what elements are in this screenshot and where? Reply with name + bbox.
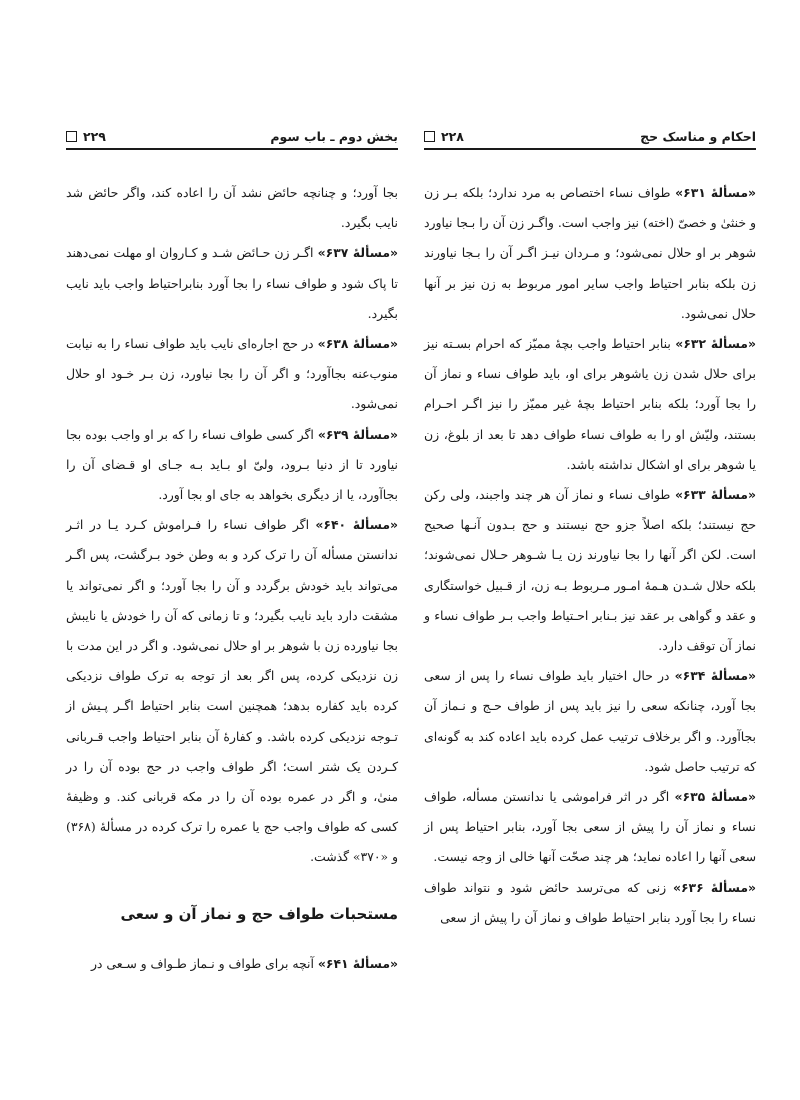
header-title: احکام و مناسک حج [640, 129, 756, 144]
page-body [424, 178, 756, 933]
issue-number: «مسألهٔ ۶۴۱» [317, 955, 398, 971]
paragraph [66, 949, 398, 979]
page-number-block [66, 129, 106, 144]
paragraph [424, 480, 756, 661]
section-heading: مستحبات طواف حج و نماز آن و سعی [120, 904, 398, 923]
paragraph-text: در حج اجاره‌ای نایب باید طواف نساء را به نیابت منوب‌عنه بجاآورد؛ و اگر آن را بجا نیاورد، زن بـر خـود او حلال نمی‌شود. [66, 336, 398, 412]
paragraph-text: طواف نساء اختصاص به مرد ندارد؛ بلکه بـر زن و خنثیٰ و خصیّ (اخته) نیز واجب است. واگـر زن آن را بـجا نیاورد شوهر بر او حلال نمی‌شود؛ و مـردان نیـز اگـر آن را بـجا نیاورند زن بلکه بنابر احتیاط واجب سایر امور مربوط به زن نیز بر آنها حلال نمی‌شود. [424, 185, 756, 321]
page-229 [66, 118, 398, 1058]
page-228 [424, 118, 756, 1058]
paragraph [424, 178, 756, 329]
square-marker-icon [424, 131, 435, 142]
issue-number: «مسألهٔ ۶۳۲» [675, 336, 756, 352]
square-marker-icon [66, 131, 77, 142]
paragraph-text: بنابر احتیاط واجب بچهٔ ممیّز که احرام بسـته نیز برای حلال شدن زن یاشوهر برای او، باید طواف نساء و نماز آن را بجا آورد؛ بلکه بنابر احتیاط بچهٔ غیر ممیّز را نیز اگـر احـرام بستند، ولیّش او را به طواف نساء طواف دهد تا بعد از بلوغ، زن یا شوهر برای او اشکال نداشته باشد. [424, 336, 756, 472]
page-number-block [424, 129, 464, 144]
paragraph-text: اگر طواف نساء را فـراموش کـرد یـا در اثـر ندانستن مسأله آن را ترک کرد و به وطن خود بـرگشت، پس اگـر می‌تواند باید خودش برگردد و آن را بجا آورد؛ و اگر نمی‌تواند یا مشقت دارد باید نایب بگیرد؛ و تا زمانی که آن را خودش یا نایبش بجا نیاورده زن با شوهر بر او حلال نمی‌شود. و اگر در این مدت با زن نزدیکی کرده، پس اگر بعد از توجه به ترک طواف نزدیکی کرده باید کفاره بدهد؛ همچنین است بنابر احتیاط اگـر پـیش از تـوجه نزدیکی کرده باشد. و کفارهٔ آن بنابر احتیاط واجب قـربانی کـردن یک شتر است؛ اگر طواف واجب در حج بوده آن را در منیٰ، و اگر در عمره بوده آن را در مکه قربانی کند. و وظیفهٔ کسی که طواف واجب حج یا عمره را ترک کرده در مسألهٔ (۳۶۸) و «۳۷۰» گذشت. [66, 517, 398, 865]
paragraph [424, 873, 756, 933]
paragraph [424, 782, 756, 873]
paragraph-text: در حال اختیار باید طواف نساء را پس از سعی بجا آورد، چنانکه سعی را نیز باید پس از طواف حـج و نـماز آن بجاآورد. و اگر برخلاف ترتیب عمل کرده باید اعاده کند به گونه‌ای که ترتیب حاصل شود. [424, 668, 756, 774]
paragraph-text: زنی که می‌ترسد حائض شود و نتواند طواف نساء را بجا آورد بنابر احتیاط طواف و نماز آن را پیش از سعی [424, 879, 756, 925]
paragraph [66, 420, 398, 511]
paragraph [66, 238, 398, 329]
issue-number: «مسألهٔ ۶۳۳» [675, 487, 756, 503]
paragraph [66, 510, 398, 872]
paragraph-text: اگر در اثر فراموشی یا ندانستن مسأله، طواف نساء و نماز آن را پیش از سعی بجا آورد، بنابر احتیاط پس از سعی آنها را اعاده نماید؛ هر چند صحّت آنها خالی از وجه نیست. [424, 789, 756, 865]
paragraph [66, 329, 398, 420]
paragraph-text: آنچه برای طواف و نـماز طـواف و سـعی در [90, 955, 318, 971]
issue-number: «مسألهٔ ۶۳۶» [672, 879, 756, 895]
paragraph-text: بجا آورد؛ و چنانچه حائض نشد آن را اعاده کند، واگر حائض شد نایب بگیرد. [66, 185, 398, 231]
issue-number: «مسألهٔ ۶۳۹» [317, 426, 398, 442]
issue-number: «مسألهٔ ۶۳۵» [674, 789, 756, 805]
issue-number: «مسألهٔ ۶۳۸» [317, 336, 398, 352]
paragraph [424, 661, 756, 782]
paragraph [424, 329, 756, 480]
page-header [424, 118, 756, 150]
paragraph-text: اگر کسی طواف نساء را که بر او واجب بوده بجا نیاورد تا از دنیا بـرود، ولیّ او بـاید بـه جـای او قـضای آن را بجاآورد، یا از دیگری بخواهد به جای او بجا آورد. [66, 426, 398, 503]
issue-number: «مسألهٔ ۶۳۱» [675, 185, 756, 200]
issue-number: «مسألهٔ ۶۳۴» [674, 668, 756, 684]
page-number: ۲۲۹ [83, 129, 106, 144]
page-header [66, 118, 398, 150]
paragraph-text: اگـر زن حـائض شـد و کـاروان او مهلت نمی‌دهند تا پاک شود و طواف نساء را بجا آورد بنابراحتیاط واجب باید نایب بگیرد. [66, 245, 398, 321]
paragraph-text: طواف نساء و نماز آن هر چند واجبند، ولی رکن حج نیستند؛ بلکه اصلاً جزو حج نیستند و حج بـدون آنـها صحیح است. لکن اگر آنها را بجا نیاورند زن یـا شـوهر حـلال نمی‌شوند؛ بلکه حلال شـدن هـمهٔ امـور مـربوط بـه زن، از قـبیل خواستگاری و عقد و گواهی بر عقد نیز بـنابر احـتیاط واجب بـر طواف نساء و نماز آن توقف دارد. [424, 487, 756, 654]
header-title: بخش دوم ـ باب سوم [270, 129, 398, 144]
issue-number: «مسألهٔ ۶۴۰» [315, 517, 398, 533]
paragraph [66, 178, 398, 238]
issue-number: «مسألهٔ ۶۳۷» [317, 245, 399, 261]
page-number: ۲۲۸ [441, 129, 464, 144]
page-body [66, 178, 398, 979]
